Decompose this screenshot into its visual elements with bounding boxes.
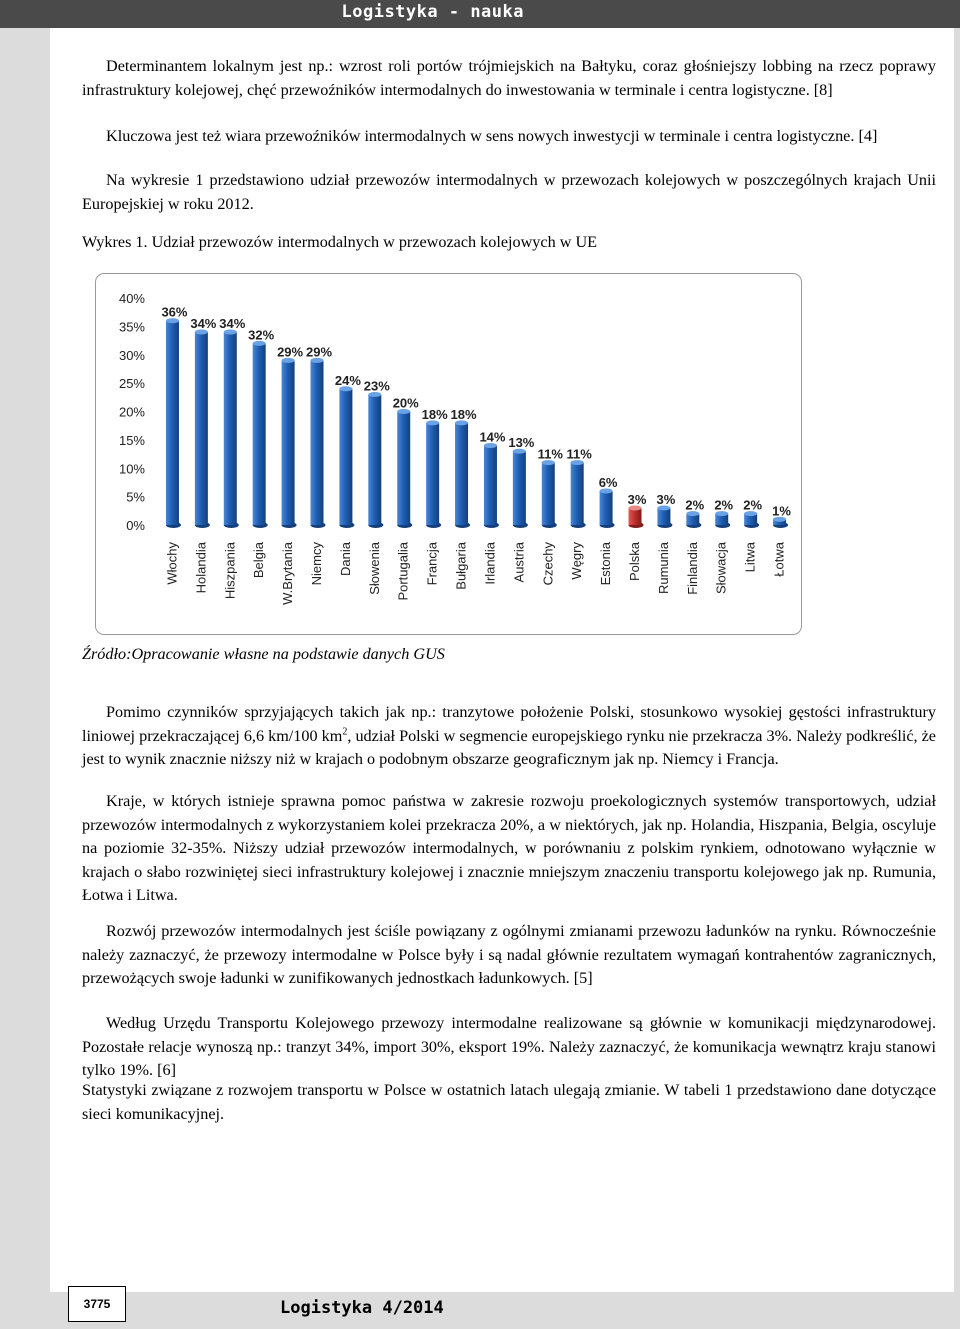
category-label: Finlandia <box>684 542 700 595</box>
bar-Czechy <box>542 463 555 525</box>
value-label: 14% <box>479 429 506 445</box>
category-label: Polska <box>627 542 642 582</box>
paragraph-1 <box>82 55 936 102</box>
y-tick-label: 0% <box>126 518 145 533</box>
value-label: 29% <box>277 344 304 360</box>
bar-Estonia <box>600 491 613 525</box>
bar-Polska <box>629 508 642 525</box>
bar-Bułgaria <box>455 423 468 525</box>
category-label: W.Brytania <box>280 542 296 605</box>
journal-footer: Logistyka 4/2014 <box>280 1298 444 1318</box>
header-bar <box>0 0 960 28</box>
bar-Włochy <box>166 321 179 525</box>
value-label: 2% <box>714 497 734 513</box>
category-label: Holandia <box>193 542 209 594</box>
paragraph-4-text-a: Pomimo czynników sprzyjających takich jak np.: tranzytowe położenie Polski, stosunkowo wysokiej gęstości infrastruktury liniowej przekraczającej 6,6 km/100 km <box>82 703 936 745</box>
value-label: 24% <box>334 372 361 388</box>
paragraph-3 <box>82 169 936 216</box>
chart-source: Źródło:Opracowanie własne na podstawie danych GUS <box>82 645 445 663</box>
paragraph-7 <box>82 1012 936 1083</box>
value-label: 3% <box>656 491 676 507</box>
category-label: Dania <box>337 542 353 576</box>
paragraph-3-text: Na wykresie 1 przedstawiono udział przewozów intermodalnych w przewozach kolejowych w poszczególnych krajach Unii Europejskiej w roku 2012. <box>82 171 936 213</box>
value-label: 1% <box>772 503 791 519</box>
y-tick-label: 15% <box>118 432 145 448</box>
bar-Portugalia <box>397 412 410 526</box>
superscript: 2 <box>342 726 348 738</box>
value-label: 20% <box>392 395 419 411</box>
category-label: Słowenia <box>366 542 382 595</box>
category-label: Włochy <box>164 542 180 585</box>
category-label: Słowacja <box>713 542 729 595</box>
paragraph-4-text-b: , udział Polski w segmencie europejskiego rynku nie przekracza 3%. Należy podkreślić, że jest to wynik znacznie niższy niż w krajach o podobnym obszarze geograficznym jak np. Niemcy i Francja. <box>82 726 936 769</box>
bar-Holandia <box>195 332 208 525</box>
category-label: Węgry <box>569 542 585 580</box>
value-label: 11% <box>537 446 563 462</box>
chart-caption: Wykres 1. Udział przewozów intermodalnych w przewozach kolejowych w UE <box>82 233 598 251</box>
category-label: Estonia <box>598 542 614 586</box>
paragraph-8 <box>82 1079 936 1126</box>
y-tick-label: 40% <box>118 291 145 306</box>
y-tick-label: 10% <box>118 461 145 477</box>
paragraph-1-text: Determinantem lokalnym jest np.: wzrost roli portów trójmiejskich na Bałtyku, coraz głośniejszy lobbing na rzecz poprawy infrastruktury kolejowej, chęć przewoźników intermodalnych do inwestowania w terminale i centra logistyczne. [8] <box>82 57 936 99</box>
category-label: Rumunia <box>655 542 671 595</box>
value-label: 34% <box>190 316 217 332</box>
paragraph-4 <box>82 701 936 772</box>
category-label: Hiszpania <box>222 542 238 600</box>
value-label: 34% <box>219 316 246 332</box>
category-label: Litwa <box>742 542 758 573</box>
bar-Belgia <box>253 343 266 525</box>
value-label: 2% <box>743 497 763 513</box>
value-label: 2% <box>685 497 705 513</box>
bar-Niemcy <box>311 360 324 525</box>
paragraph-2 <box>82 125 936 149</box>
bar-W.Brytania <box>282 360 295 525</box>
bar-Francja <box>426 423 439 525</box>
bar-chart <box>96 274 801 634</box>
value-label: 18% <box>421 406 448 422</box>
bar-Irlandia <box>484 446 497 525</box>
value-label: 6% <box>598 474 618 490</box>
value-label: 32% <box>248 327 275 343</box>
y-tick-label: 20% <box>118 404 145 420</box>
page-number: 3775 <box>68 1286 126 1322</box>
paragraph-8-text: Statystyki związane z rozwojem transportu w Polsce w ostatnich latach ulegają zmianie. W tabeli 1 przedstawiono dane dotyczące sieci komunikacyjnej. <box>82 1081 936 1123</box>
left-margin-band <box>0 28 50 1329</box>
y-tick-label: 35% <box>118 319 145 335</box>
value-label: 36% <box>161 304 188 320</box>
category-label: Irlandia <box>482 542 498 585</box>
value-label: 3% <box>627 491 647 507</box>
value-label: 23% <box>363 378 390 394</box>
category-label: Bułgaria <box>453 542 469 590</box>
value-label: 13% <box>508 435 535 451</box>
value-label: 18% <box>450 406 477 422</box>
bar-Dania <box>339 389 352 525</box>
paragraph-6 <box>82 920 936 991</box>
value-label: 29% <box>305 344 333 360</box>
bar-Węgry <box>571 463 584 525</box>
y-tick-label: 5% <box>126 489 145 505</box>
section-title: Logistyka - nauka <box>341 2 524 22</box>
category-label: Belgia <box>251 542 267 579</box>
paragraph-2-text: Kluczowa jest też wiara przewoźników intermodalnych w sens nowych inwestycji w terminale i centra logistyczne. [4] <box>106 127 878 145</box>
y-tick-label: 25% <box>118 376 145 392</box>
right-margin-band <box>954 28 960 1329</box>
category-label: Austria <box>511 542 527 583</box>
paragraph-6-text: Rozwój przewozów intermodalnych jest ściśle powiązany z ogólnymi zmianami przewozu ładunków na rynku. Równocześnie należy zaznaczyć, że przewozy intermodalne w Polsce były i są nadal głównie rezultatem wymagań kontrahentów zagranicznych, przewożących swoje ładunki w zunifikowanych jednostkach ładunkowych. [5] <box>82 922 936 988</box>
category-label: Portugalia <box>395 542 411 601</box>
category-label: Czechy <box>540 542 556 586</box>
bar-Słowenia <box>368 394 381 525</box>
bar-Rumunia <box>657 508 670 525</box>
paragraph-5 <box>82 790 936 908</box>
bar-Austria <box>513 451 526 525</box>
category-label: Francja <box>424 542 440 586</box>
paragraph-5-text: Kraje, w których istnieje sprawna pomoc państwa w zakresie rozwoju proekologicznych systemów transportowych, udział przewozów intermodalnych z wykorzystaniem kolei przekracza 20%, a w niektórych, jak np. Holandia, Hiszpania, Belgia, oscyluje na poziomie 32-35%. Niższy udział przewozów intermodalnych, w porównaniu z polskim rynkiem, odnotowano wyłącznie w krajach o słabo rozwiniętej sieci infrastruktury kolejowej i znacznie mniejszym znaczeniu transportu kolejowego jak np. Rumunia, Łotwa i Litwa. <box>82 792 936 905</box>
bar-Hiszpania <box>224 332 237 525</box>
category-label: Niemcy <box>309 542 324 586</box>
paragraph-7-text: Według Urzędu Transportu Kolejowego przewozy intermodalne realizowane są głównie w komunikacji międzynarodowej. Pozostałe relacje wynoszą np.: tranzyt 34%, import 30%, eksport 19%. Należy zaznaczyć, że komunikacja wewnątrz kraju stanowi tylko 19%. [6] <box>82 1014 936 1080</box>
chart-frame <box>95 273 802 635</box>
y-tick-label: 30% <box>118 347 145 363</box>
value-label: 11% <box>566 446 592 462</box>
category-label: Łotwa <box>771 542 787 577</box>
bottom-band <box>50 1292 954 1329</box>
